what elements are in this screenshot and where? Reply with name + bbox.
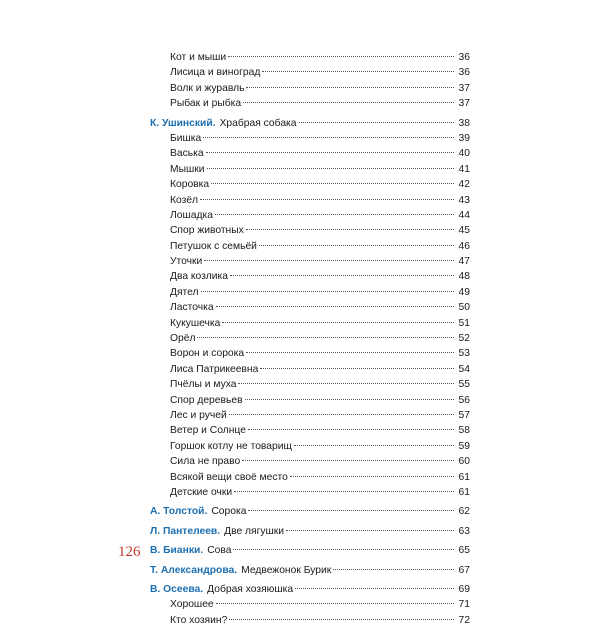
toc-title: Сила не право [170,456,241,468]
toc-title: Горшок котлу не товарищ [170,440,292,452]
toc-entry [150,65,470,80]
table-of-contents [150,50,470,628]
toc-author: К. Ушинский. [150,117,216,129]
toc-page-number: 67 [458,564,470,576]
toc-leader-dots [248,429,454,430]
toc-page-number: 40 [458,148,470,160]
toc-title: Рыбак и рыбка [170,98,242,110]
toc-leader-dots [246,352,454,353]
toc-page-number: 72 [458,614,470,626]
toc-title: Васька [170,148,204,160]
toc-page-number: 38 [458,117,470,129]
toc-entry [150,316,470,331]
toc-entry [150,346,470,361]
toc-leader-dots [228,56,454,57]
toc-entry [150,543,470,558]
toc-leader-dots [206,152,454,153]
toc-page-number: 61 [458,486,470,498]
toc-leader-dots [243,102,454,103]
toc-author: Т. Александрова. [150,564,238,576]
toc-title: Кукушечка [170,317,221,329]
toc-page-number: 47 [458,256,470,268]
toc-page-number: 56 [458,394,470,406]
toc-title: Кто хозяин? [170,614,228,626]
toc-leader-dots [238,383,454,384]
toc-page-number: 58 [458,425,470,437]
toc-leader-dots [216,306,454,307]
toc-entry [150,177,470,192]
toc-page-number: 60 [458,456,470,468]
toc-entry [150,377,470,392]
toc-leader-dots [246,87,454,88]
toc-title: Лес и ручей [170,409,227,421]
toc-author: В. Бианки. [150,545,204,557]
toc-entry [150,300,470,315]
toc-entry [150,454,470,469]
toc-title: Лиса Патрикеевна [170,363,259,375]
toc-leader-dots [216,603,454,604]
toc-entry [150,439,470,454]
toc-page-number: 51 [458,317,470,329]
toc-entry [150,50,470,65]
toc-page-number: 42 [458,179,470,191]
toc-leader-dots [211,183,454,184]
toc-leader-dots [229,414,454,415]
toc-title: Медвежонок Бурик [241,564,332,576]
toc-title: Пчёлы и муха [170,379,237,391]
toc-entry [150,613,470,628]
toc-leader-dots [295,588,454,589]
toc-page-number: 69 [458,583,470,595]
toc-page-number: 41 [458,163,470,175]
toc-title: Детские очки [170,486,233,498]
toc-leader-dots [234,491,454,492]
toc-leader-dots [230,275,454,276]
toc-page-number: 61 [458,471,470,483]
toc-page-number: 44 [458,209,470,221]
toc-leader-dots [290,476,454,477]
toc-entry [150,254,470,269]
toc-title: Две лягушки [224,525,285,537]
toc-page-number: 36 [458,67,470,79]
toc-leader-dots [260,368,454,369]
toc-entry [150,208,470,223]
toc-leader-dots [246,229,454,230]
toc-leader-dots [248,510,454,511]
toc-page-number: 46 [458,240,470,252]
toc-entry [150,408,470,423]
toc-entry [150,393,470,408]
toc-entry [150,563,470,578]
toc-page-number: 37 [458,98,470,110]
toc-title: Ветер и Солнце [170,425,246,437]
toc-leader-dots [262,71,454,72]
toc-title: Лошадка [170,209,213,221]
toc-page-number: 62 [458,506,470,518]
toc-leader-dots [242,460,454,461]
toc-title: Спор деревьев [170,394,243,406]
toc-title: Кот и мыши [170,52,227,63]
toc-leader-dots [222,322,454,323]
toc-title: Два козлика [170,271,228,283]
toc-entry [150,96,470,111]
toc-author: В. Осеева. [150,583,204,595]
toc-entry [150,239,470,254]
toc-title: Добрая хозяюшка [207,583,294,595]
toc-entry [150,362,470,377]
toc-entry [150,582,470,597]
toc-page-number: 43 [458,194,470,206]
toc-title: Орёл [170,333,196,345]
toc-entry [150,162,470,177]
toc-title: Ласточка [170,302,214,314]
toc-page-number: 52 [458,333,470,345]
toc-leader-dots [200,199,454,200]
toc-title: Дятел [170,286,199,298]
toc-leader-dots [229,619,454,620]
toc-leader-dots [201,291,454,292]
toc-title: Сорока [211,506,247,518]
toc-author: Л. Пантелеев. [150,525,221,537]
toc-entry [150,504,470,519]
toc-title: Мышки [170,163,205,175]
toc-leader-dots [299,122,454,123]
toc-page-number: 71 [458,599,470,611]
toc-leader-dots [203,137,454,138]
toc-entry [150,193,470,208]
toc-entry [150,331,470,346]
toc-entry [150,524,470,539]
toc-entry [150,81,470,96]
toc-entry [150,485,470,500]
toc-page-number: 55 [458,379,470,391]
toc-page-number: 37 [458,82,470,94]
toc-author: А. Толстой. [150,506,208,518]
toc-title: Сова [207,545,232,557]
toc-entry [150,423,470,438]
toc-leader-dots [259,245,454,246]
toc-title: Лисица и виноград [170,67,261,79]
toc-entry [150,146,470,161]
toc-leader-dots [233,549,454,550]
toc-page-number: 49 [458,286,470,298]
toc-title: Петушок с семьёй [170,240,257,252]
toc-title: Храбрая собака [219,117,297,129]
toc-page-number: 50 [458,302,470,314]
toc-page-number: 53 [458,348,470,360]
toc-title: Всякой вещи своё место [170,471,288,483]
toc-leader-dots [333,569,454,570]
toc-title: Волк и журавль [170,82,245,94]
toc-title: Хорошее [170,599,214,611]
toc-page-number: 39 [458,132,470,144]
toc-page-number: 57 [458,409,470,421]
toc-leader-dots [204,260,454,261]
page-number: 126 [118,544,141,560]
toc-entry [150,223,470,238]
toc-page-number: 54 [458,363,470,375]
toc-leader-dots [215,214,454,215]
toc-entry [150,131,470,146]
toc-title: Спор животных [170,225,244,237]
toc-leader-dots [294,445,454,446]
toc-page-number: 36 [458,52,470,63]
toc-page-number: 65 [458,545,470,557]
toc-entry [150,470,470,485]
toc-leader-dots [286,530,454,531]
toc-page-number: 48 [458,271,470,283]
toc-leader-dots [197,337,454,338]
toc-page-number: 63 [458,525,470,537]
toc-title: Коровка [170,179,210,191]
toc-entry [150,285,470,300]
toc-title: Ворон и сорока [170,348,245,360]
toc-page-number: 45 [458,225,470,237]
toc-entry [150,269,470,284]
toc-page-number: 59 [458,440,470,452]
toc-leader-dots [245,399,454,400]
toc-entry [150,116,470,131]
toc-leader-dots [207,168,455,169]
toc-title: Бишка [170,132,202,144]
toc-title: Козёл [170,194,199,206]
toc-title: Уточки [170,256,203,268]
